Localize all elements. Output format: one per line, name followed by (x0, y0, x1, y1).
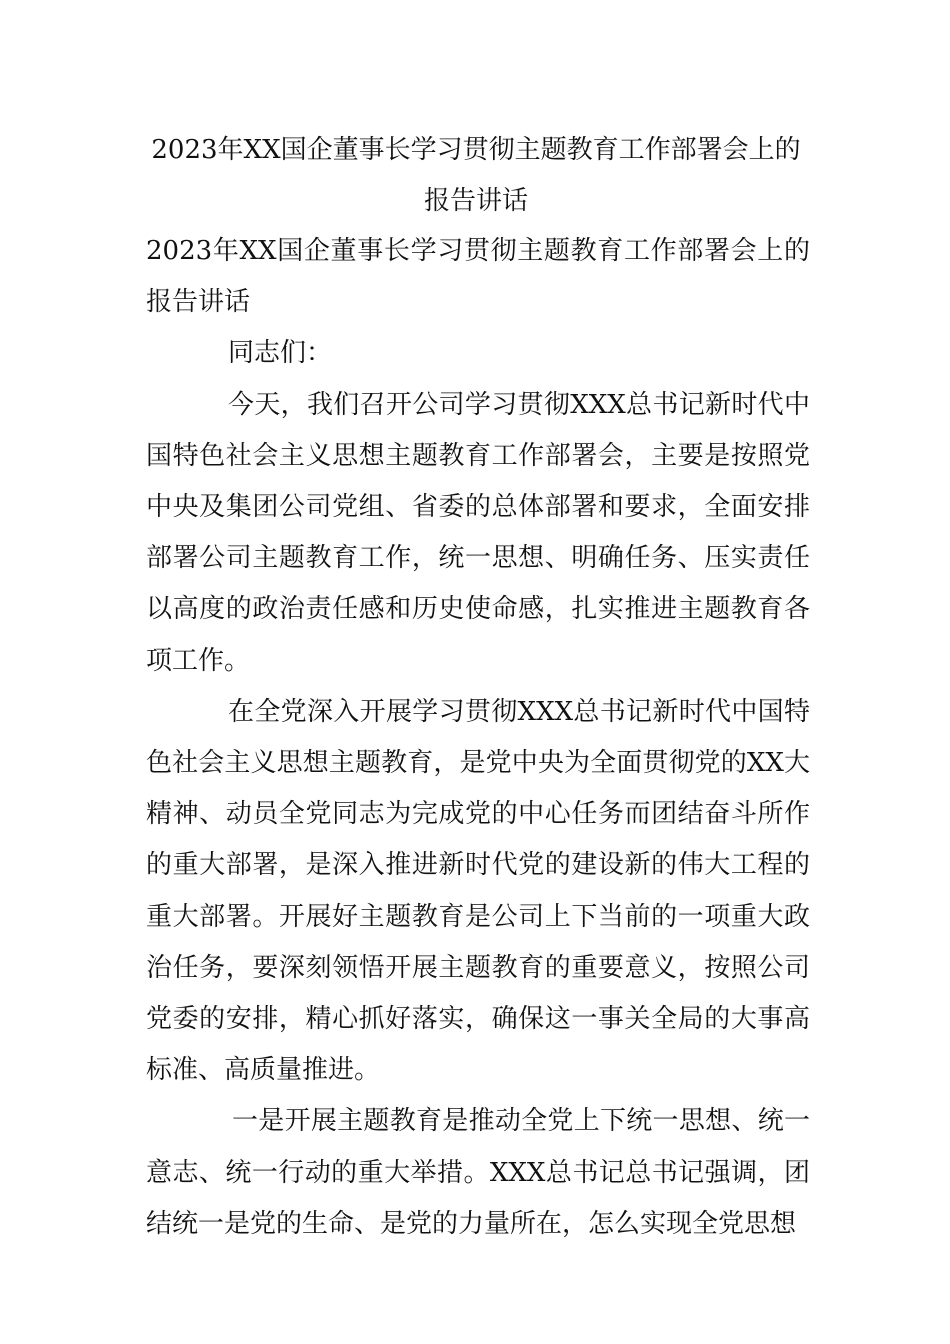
document-body (146, 226, 810, 1250)
subtitle: 2023年XX国企董事长学习贯彻主题教育工作部署会上的报告讲话 (146, 236, 810, 318)
paragraph: 今天，我们召开公司学习贯彻XXX总书记新时代中国特色社会主义思想主题教育工作部署会，主要是按照党中央及集团公司党组、省委的总体部署和要求，全面安排部署公司主题教育工作，统一思想、明确任务、压实责任以高度的政治责任感和历史使命感，扎实推进主题教育各项工作。 (146, 389, 810, 676)
paragraph: 一是开展主题教育是推动全党上下统一思想、统一意志、统一行动的重大举措。XXX总书记总书记强调，团结统一是党的生命、是党的力量所在，怎么实现全党思想 (146, 1106, 810, 1239)
document-title-line-1: 2023年XX国企董事长学习贯彻主题教育工作部署会上的 (151, 135, 801, 165)
paragraph: 在全党深入开展学习贯彻XXX总书记新时代中国特色社会主义思想主题教育，是党中央为全面贯彻党的XX大精神、动员全党同志为完成党的中心任务而团结奋斗所作的重大部署，是深入推进新时代党的建设新的伟大工程的重大部署。开展好主题教育是公司上下当前的一项重大政治任务，要深刻领悟开展主题教育的重要意义，按照公司党委的安排，精心抓好落实，确保这一事关全局的大事高标准、高质量推进。 (146, 696, 810, 1086)
document-title-line-2: 报告讲话 (423, 186, 528, 216)
salutation: 同志们： (228, 338, 333, 369)
